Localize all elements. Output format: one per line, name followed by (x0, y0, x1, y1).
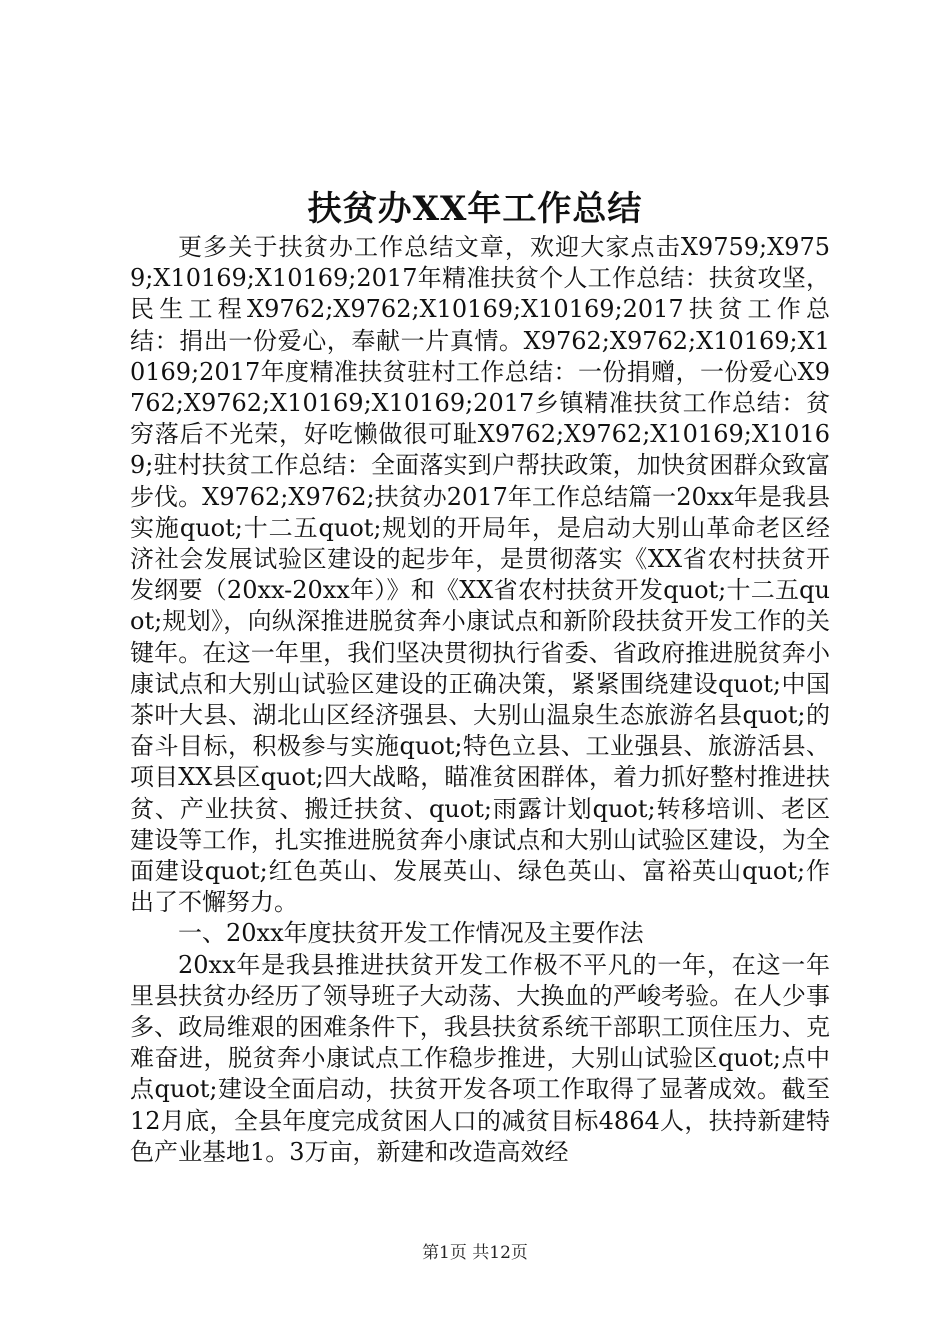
section-paragraph: 20xx年是我县推进扶贫开发工作极不平凡的一年，在这一年里县扶贫办经历了领导班子大动荡、大换血的严峻考验。在人少事多、政局维艰的困难条件下，我县扶贫系统干部职工顶住压力、克难奋进，脱贫奔小康试点工作稳步推进，大别山试验区quot;点中点quot;建设全面启动，扶贫开发各项工作取得了显著成效。截至12月底，全县年度完成贫困人口的减贫目标4864人，扶持新建特色产业基地1。3万亩，新建和改造高效经 (130, 950, 830, 1166)
intro-paragraph: 更多关于扶贫办工作总结文章，欢迎大家点击X9759;X9759;X10169;X10169;2017年精准扶贫个人工作总结：扶贫攻坚，民生工程X9762;X9762;X10169;X10169;2017扶贫工作总结：捐出一份爱心，奉献一片真情。X9762;X9762;X10169;X10169;2017年度精准扶贫驻村工作总结：一份捐赠，一份爱心X9762;X9762;X10169;X10169;2017乡镇精准扶贫工作总结：贫穷落后不光荣，好吃懒做很可耻X9762;X9762;X10169;X10169;驻村扶贫工作总结：全面落实到户帮扶政策，加快贫困群众致富步伐。X9762;X9762;扶贫办2017年工作总结篇一20xx年是我县实施quot;十二五quot;规划的开局年，是启动大别山革命老区经济社会发展试验区建设的起步年，是贯彻落实《XX省农村扶贫开发纲要（20xx-20xx年）》和《XX省农村扶贫开发quot;十二五quot;规划》，向纵深推进脱贫奔小康试点和新阶段扶贫开发工作的关键年。在这一年里，我们坚决贯彻执行省委、省政府推进脱贫奔小康试点和大别山试验区建设的正确决策，紧紧围绕建设quot;中国茶叶大县、湖北山区经济强县、大别山温泉生态旅游名县quot;的奋斗目标，积极参与实施quot;特色立县、工业强县、旅游活县、项目XX县区quot;四大战略，瞄准贫困群体，着力抓好整村推进扶贫、产业扶贫、搬迁扶贫、quot;雨露计划quot;转移培训、老区建设等工作，扎实推进脱贫奔小康试点和大别山试验区建设，为全面建设quot;红色英山、发展英山、绿色英山、富裕英山quot;作出了不懈努力。 (130, 233, 830, 917)
document-body (130, 232, 830, 1168)
page-footer: 第1页 共12页 (422, 1243, 528, 1263)
section-heading: 一、20xx年度扶贫开发工作情况及主要作法 (178, 919, 644, 948)
document-title: 扶贫办XX年工作总结 (307, 189, 643, 229)
